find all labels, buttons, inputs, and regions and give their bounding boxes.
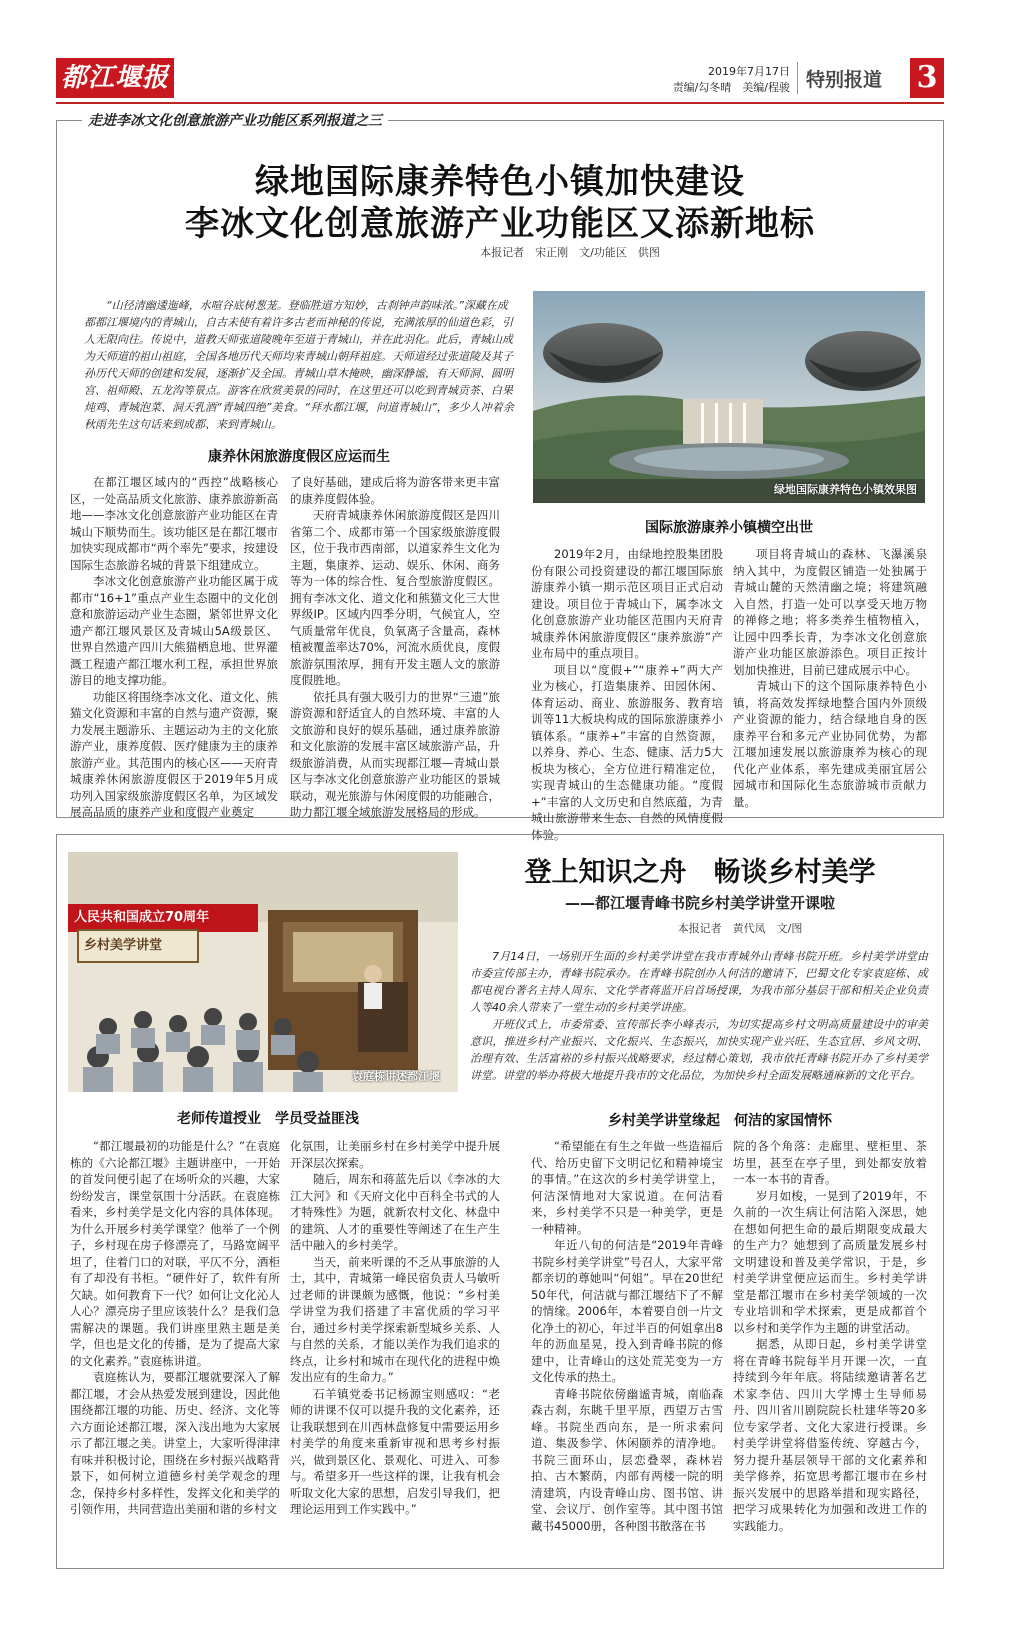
paragraph: 当天，前来听课的不乏从事旅游的人士，其中，青城第一峰民宿负责人马敏听过老师的讲课颇为感慨，他说：“乡村美学讲堂为我们搭建了丰富优质的学习平台，通过乡村美学探索新型城乡关系、人与自然的关系，才能以美作为我们追求的终点，让乡村和城市在现代化的进程中焕发出应有的生命力。” <box>290 1254 500 1384</box>
story2-subhead-right: 乡村美学讲堂缘起 何洁的家国情怀 <box>608 1113 832 1129</box>
story1-subhead-right: 国际旅游康养小镇横空出世 <box>645 520 813 536</box>
paragraph: 天府青城康养休闲旅游度假区是四川省第二个、成都市第一个国家级旅游度假区，位于我市西南部，以道家养生文化为主题，集康养、运动、娱乐、休闲、商务等为一体的综合性、复合型旅游度假区。拥有李冰文化、道文化和熊猫文化三大世界级IP。区域内四季分明，气候宜人，空气质量常年优良，负氧离子含量高，森林植被覆盖率达70%，河流水质优良，度假旅游氛围浓厚，拥有开发主题人文的旅游度假胜地。 <box>290 508 500 687</box>
story1-subhead-left: 康养休闲旅游度假区应运而生 <box>208 449 390 465</box>
story1-column-2 <box>290 474 500 819</box>
paragraph: 院的各个角落：走廊里、壁柜里、茶坊里，甚至在亭子里，到处都安放着一本一本书的青香。 <box>733 1139 927 1186</box>
paragraph: 青城山下的这个国际康养特色小镇，将高效发挥绿地整合国内外顶级产业资源的能力，结合绿地自身的医康养平台和多元产业协同优势，为都江堰加速发展以旅游康养为核心的现代化产业体系，率先建成美丽宜居公园城市和国际化生态旅游城市贡献力量。 <box>733 679 927 809</box>
banner-text: 人民共和国成立70周年 <box>74 910 210 925</box>
story2-column-4 <box>733 1138 927 1554</box>
story1-column-1 <box>70 474 278 819</box>
paragraph: 开班仪式上，市委常委、宣传部长李小峰表示，为切实提高乡村文明高质量建设中的审美意识，推进乡村产业振兴、文化振兴、生态振兴，加快实现产业兴旺、生态宜居、乡风文明、治理有效、生活富裕的乡村振兴战略要求，经过精心策划，我市依托青峰书院开办了乡村美学讲堂。讲堂的举办将极大地提升我市的文化品位，为加快乡村全面发展略通麻新的文化平台。 <box>470 1018 928 1082</box>
paragraph: 了良好基础，建成后将为游客带来更丰富的康养度假体验。 <box>290 475 500 506</box>
resort-rendering <box>533 291 925 503</box>
paragraph: 青峰书院依傍幽谧青城，南临森森古刹，东眺千里平原，西望万古雪峰。书院坐西向东，是一所求索问道、集汲参学、休闲颐养的清净地。书院三面环山，层恋叠翠，森林岩拍、古木繁荫，内部有两楼一院的明清建筑，内设青峰山房、图书馆、讲堂、会议厅、创作室等。其中图书馆藏书45000册，各种图书散落在书 <box>531 1386 723 1533</box>
paragraph: 随后，周东和蒋蓝先后以《李冰的大江大河》和《天府文化中百科全书式的人才特殊性》为题，就新农村文化、林盘中的建筑、人才的重要性等阐述了在生产生活中融入的乡村美学。 <box>290 1172 500 1252</box>
story2-lead <box>470 948 928 1084</box>
paragraph: 功能区将围绕李冰文化、道文化、熊猫文化资源和丰富的自然与遗产资源，聚力发展主题游乐、主题运动为主的文化旅游产业，康养度假、医疗健康为主的康养旅游产业。其范围内的核心区——天府青城康养休闲旅游度假区于2019年5月成功列入国家级旅游度假区名单，为区域发展高品质的康养产业和度假产业奠定 <box>70 689 278 819</box>
story1-byline: 本报记者 宋正刚 文/功能区 供图 <box>480 246 660 259</box>
paragraph: 2019年2月，由绿地控股集团股份有限公司投资建设的都江堰国际旅游康养小镇一期示范区项目正式启动建设。项目位于青城山下，属李冰文化创意旅游产业功能区范围内天府青城康养休闲旅游度假区“康养旅游”产业布局中的重点项目。 <box>531 547 723 660</box>
header-divider <box>797 62 798 94</box>
lecture-photo <box>68 852 458 1092</box>
story2-subtitle: ——都江堰青峰书院乡村美学讲堂开课啦 <box>564 894 835 912</box>
story2-subhead-left: 老师传道授业 学员受益匪浅 <box>177 1111 359 1127</box>
paragraph: “希望能在有生之年做一些造福后代、给历史留下文明记忆和精神境宝的事情。”在这次的乡村美学讲堂上，何洁深情地对大家说道。在何洁看来，乡村美学不只是一种美学，更是一种精神。 <box>531 1139 723 1236</box>
paragraph: 李冰文化创意旅游产业功能区属于成都市“16+1”重点产业生态圈中的文化创意和旅游运动产业生态圈，紧邻世界文化遗产都江堰风景区及青城山5A级景区、世界自然遗产四川大熊猫栖息地、世界灌溉工程遗产都江堰水利工程，承担世界旅游目的地支撑功能。 <box>70 574 278 687</box>
paragraph: 项目将青城山的森林、飞瀑溪泉纳入其中，为度假区铺造一处独属于青城山麓的天然清幽之境；将建筑融入自然，打造一处可以享受天地万物的禅修之地；将多类养生植物植入，让园中四季长青，为李冰文化创意旅游产业功能区旅游添色。项目正按计划加快推进，目前已建成展示中心。 <box>733 547 927 677</box>
paragraph: 岁月如梭，一晃到了2019年，不久前的一次生病让何洁陷入深思，她在想如何把生命的最后期限变成最大的生产力？她想到了高质量发展乡村文明建设和普及美学常识，于是，乡村美学讲堂便应运而生。乡村美学讲堂是都江堰市在乡村美学领域的一次专业培训和学术探索，更是成都首个以乡村和美学作为主题的讲堂活动。 <box>733 1188 927 1335</box>
paragraph: 7月14日，一场别开生面的乡村美学讲堂在我市青城外山青峰书院开班。乡村美学讲堂由市委宣传部主办，青峰书院承办。在青峰书院创办人何洁的邀请下，巴蜀文化专家袁庭栋、成都电视台著名主持人周东、文化学者蒋蓝开启首场授课，为我市部分基层干部和相关企业负责人等40余人带来了一堂生动的乡村美学讲座。 <box>470 950 928 1014</box>
story2-column-2 <box>290 1138 500 1554</box>
paragraph: 依托具有强大吸引力的世界“三遗”旅游资源和舒适宜人的自然环境、丰富的人文旅游和良好的娱乐基础，通过康养旅游和文化旅游的发展丰富区域旅游产品，升级旅游消费，从而实现都江堰—青城山景区与李冰文化创意旅游产业功能区的景城联动，观光旅游与休闲度假的功能融合，助力都江堰全域旅游发展格局的形成。 <box>290 689 500 819</box>
header-rule <box>56 102 944 104</box>
paragraph: 化氛围，让美丽乡村在乡村美学中提升展开深层次探索。 <box>290 1139 500 1170</box>
story1-column-3 <box>531 546 723 842</box>
story1-headline-2: 李冰文化创意旅游产业功能区又添新地标 <box>185 204 815 244</box>
story2-photo <box>68 852 458 1092</box>
paragraph: 在都江堰区域内的“西控”战略核心区，一处高品质文化旅游、康养旅游新高地——李冰文化创意旅游产业功能区在青城山下顺势而生。该功能区是在都江堰市加快实现成都市“两个率先”要求，按建设国际生态旅游名城的背景下组建成立。 <box>70 475 278 572</box>
story2-headline: 登上知识之舟 畅谈乡村美学 <box>524 857 876 888</box>
page-number: 3 <box>910 58 944 98</box>
paragraph: 项目以“度假+”“康养+”两大产业为核心，打造集康养、田园休闲、体育运动、商业、旅游服务、教育培训等11大板块构成的国际旅游康养小镇体系。“康养+”丰富的自然资源，以养身、养心、生态、健康、活力5大板块为核心，全方位进行精准定位，实现青城山的生态健康功能。“度假+”丰富的人文历史和自然底蕴，为青城山旅游带来生态、自然的风情度假体验。 <box>531 662 723 842</box>
story1-headline-1: 绿地国际康养特色小镇加快建设 <box>255 162 745 202</box>
masthead-logo: 都江堰报 <box>56 58 174 98</box>
story2-column-1 <box>70 1138 280 1554</box>
editors-line: 责编/勾冬晴 美编/程骏 <box>672 81 790 94</box>
paragraph: 据悉，从即日起，乡村美学讲堂将在青峰书院每半月开课一次，一直持续到今年年底。将陆续邀请著名艺术家李佶、四川大学博士生导师易丹、四川省川剧院院长杜建华等20多位专家学者、文化大家进行授课。乡村美学讲堂将借鉴传统、穿越古今，努力提升基层领导干部的文化素养和美学修养，拓宽思考都江堰市在乡村振兴发展中的思路举措和现实路径，把学习成果转化为加强和改进工作的实践能力。 <box>733 1337 927 1533</box>
paragraph: 石羊镇党委书记杨源宝则感叹：“老师的讲课不仅可以提升我的文化素养，还让我联想到在川西林盘修复中需要运用乡村美学的角度来重新审视和思考乡村振兴，做到景区化、景观化、可进入、可参与。希望多开一些这样的课，让我有机会听取文化大家的思想，启发引导我们，把理论运用到工作实践中。” <box>290 1386 500 1516</box>
issue-date: 2019年7月17日 <box>708 65 790 78</box>
story1-intro: “山径清幽逶迤峰，水喧谷底树葱茏。登临胜道方知妙，古刹钟声韵味浓。”深藏在成都都江堰境内的青城山，自古未使有着许多古老而神秘的传说，充满浓厚的仙道色彩，引人无限向往。传说中，道教天师张道陵晚年至道于青城山，并在此羽化。此后，青城山成为天师道的祖山祖庭，全国各地历代天师均来青城山朝拜祖庭。天师道经过张道陵及其子孙历代天师的创建和发展，逐渐扩及全国。青城山草木掩映，幽深静谧，有天师洞、圆明宫、祖师殿、五龙沟等景点。游客在欣赏美景的同时，在这里还可以吃到青城贡茶、白果炖鸡、青城泡菜、洞天乳酒“青城四绝”美食。“拜水都江堰，问道青城山”，多少人冲着余秋雨先生这句话来到成都、来到青城山。 <box>84 299 514 431</box>
story2-column-3 <box>531 1138 723 1554</box>
section-name: 特别报道 <box>806 69 883 91</box>
story1-photo <box>533 291 925 503</box>
sign-text: 乡村美学讲堂 <box>84 938 163 953</box>
story2-byline: 本报记者 黄代凤 文/图 <box>677 922 803 935</box>
series-title: 走进李冰文化创意旅游产业功能区系列报道之三 <box>82 113 388 129</box>
paragraph: 年近八旬的何洁是“2019年青峰书院乡村美学讲堂”号召人，大家平常都亲切的尊她叫“何姐”。早在20世纪50年代，何洁就与都江堰结下了不解的情缘。2006年，本着要自创一片文化净土的初心，年过半百的何姐拿出8年的沥血星晃，投入到青峰书院的修建中，让青峰山的这处荒芜变为一方文化传承的热土。 <box>531 1238 723 1384</box>
story1-column-4 <box>733 546 927 809</box>
paragraph: “都江堰最初的功能是什么？”在袁庭栋的《六论都江堰》主题讲座中，一开始的首发问便引起了在场听众的兴趣，大家纷纷发言，课堂氛围十分活跃。在袁庭栋看来，乡村美学是文化内容的具体体现。为什么开展乡村美学课堂？他举了一个例子，乡村现在房子修漂亮了，马路宽阔平坦了，住着门口的对联，平仄不分，酒柜有了却没有书柜。“硬件好了，软件有所欠缺。如何教育下一代？如何让文化沁人人心？漂亮房子里应该装什么？是我们急需解决的课题。我们讲座里熟主题是美学，但也是文化的传播，是为了提高大家的文化素养。”袁庭栋讲道。 <box>70 1139 280 1368</box>
paragraph: 袁庭栋认为，要都江堰就要深入了解都江堰，才会从热爱发展到建设，因此他围绕都江堰的功能、历史、经济、文化等六方面论述都江堰，深入浅出地为大家展示了都江堰之美。讲堂上，大家听得津津有味并积极讨论，围绕在乡村振兴战略背景下，如何树立道德乡村美学观念的理念，保持乡村多样性，发挥文化和美学的引领作用，共同营造出美丽和谐的乡村文 <box>70 1370 280 1516</box>
story1-photo-caption: 绿地国际康养特色小镇效果图 <box>774 483 917 496</box>
story2-photo-caption: 袁庭栋讲述都江堰 <box>352 1070 440 1083</box>
header-info <box>640 64 790 96</box>
